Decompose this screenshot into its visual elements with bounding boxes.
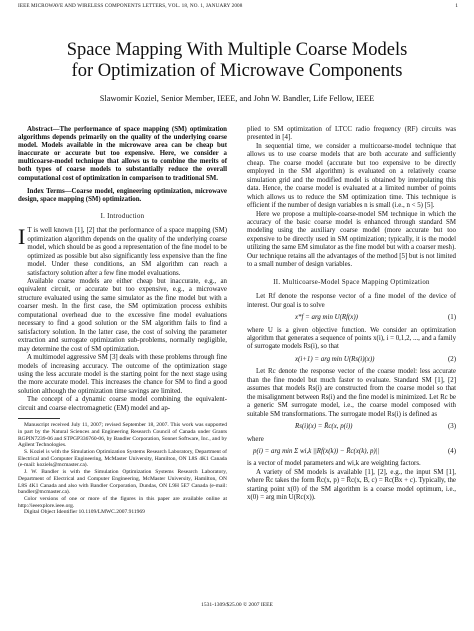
equation-1 [247,314,456,322]
equation-3 [247,423,456,431]
footnote-divider [18,418,60,419]
equation-4 [247,448,456,456]
equation-1-body: x*f = arg min U(Rf(x)) [295,314,358,322]
intro-paragraph-1 [18,224,227,278]
right-paragraph-1: plied to SM optimization of LTCC radio frequency (RF) circuits was presented in [4]. [247,126,456,142]
footnote-koziel: S. Koziel is with the Simulation Optimization Systems Research Laboratory, Department of Electrical and Computer Engineering, McMaster University, Hamilton, ON L8S 4K1 Canada (e-mail: koziels@mcmaster.ca). [18,449,227,469]
intro-paragraph-2: Available coarse models are either cheap but inaccurate, e.g., an equivalent circuit, or accurate but too expensive, e.g., a microwave structure evaluated using the same simulator as the fine model but with a coarser mesh. In the first case, the SM optimization process exhibits computational overhead due to the excessive fine model evaluations necessary to find a good solution or the SM algorithm fails to find a satisfactory solution. In the latter case, the cost of solving the parameter extraction and surrogate optimization sub-problems, normally negligible, may determine the cost of SM optimization. [18,278,227,353]
equation-4-body: p(i) = arg min Σ wi,k ||Rf(x(k)) − R̄c(x(k), p)|| [253,447,380,455]
footnotes [18,422,227,516]
title-line-2: for Optimization of Microwave Components [71,61,403,81]
right-paragraph-5: where U is a given objective function. We consider an optimization algorithm that generates a sequence of points x(i), i = 0,1,2, ..., and a family of surrogate models Rs(i), so that [247,326,457,351]
right-paragraph-2: In sequential time, we consider a multicoarse-model technique that allows us to use coarse models that are both accurate and sufficiently cheap. The coarse model (accurate but too expensive to be directly employed in the SM algorithm) is evaluated on a relatively coarse simulation grid and the modified model is obtained by interpolating this data. Hence, the coarse model is evaluated at a limited number of points which allows us to reduce the SM optimization time. This technique is efficient if the number of design variables n is small (i.e., n < 5) [5]. [247,142,456,210]
footnote-color: Color versions of one or more of the figures in this paper are available online at http://ieeexplore.ieee.org. [18,496,227,509]
abstract: Abstract—The performance of space mapping (SM) optimization algorithms depends primarily on the quality of the underlying coarse model. Models available in the microwave area can be cheap but inaccurate or accurate but too expensive. Here, we consider a multicoarse-model technique that allows us to combine the merits of both types of coarse models to substantially reduce the overall computational cost of optimization in comparison to traditional SM. [18,126,227,182]
left-column [18,126,227,516]
footnote-manuscript: Manuscript received July 11, 2007; revised September 18, 2007. This work was supported in part by the Natural Sciences and Engineering Research Council of Canada under Grants RGPIN7239-06 and STPGP336760-06, by Bandler Corporation, Sonnet Software, Inc., and by Agilent Technologies. [18,422,227,449]
intro-paragraph-4: The concept of a dynamic coarse model combining the equivalent-circuit and coarse electromagnetic (EM) model and ap- [18,396,227,412]
equation-1-number: (1) [447,314,456,322]
equation-4-number: (4) [447,447,456,455]
right-paragraph-4: Let Rf denote the response vector of a fine model of the device of interest. Our goal is to solve [247,293,456,309]
copyright-footer: 1531-1309/$25.00 © 2007 IEEE [201,602,273,608]
equation-3-body: Rs(i)(x) = R̄c(x, p(i)) [295,423,353,431]
right-paragraph-6: Let Rc denote the response vector of the coarse model: less accurate than the fine model but much faster to evaluate. Standard SM [1], [2] assumes that models Rs(i) are constructed from the coarse model so that the misalignment between Rs(i) and the fine model is minimized. Let Rc be a generic SM surrogate model, i.e., the coarse model composed with suitable SM transformations. The surrogate model Rs(i) is defined as [247,368,456,418]
section-heading-multicoarse: II. Multicoarse-Model Space Mapping Optimization [273,278,430,286]
footnote-doi: Digital Object Identifier 10.1109/LMWC.2007.911969 [24,509,145,516]
drop-cap: I [18,224,26,250]
section-heading-introduction: I. Introduction [100,212,145,220]
right-paragraph-3: Here we propose a multiple-coarse-model SM technique in which the accuracy of the basic coarse model is enhanced through standard SM modeling using the auxiliary coarse model (more accurate but too expensive to be directly used in SM optimization; typically, it is the model utilizing the same EM simulator as the fine model but with a coarser mesh). Our technique retains all the advantages of the method [5] but is not limited to a small number of design variables. [247,210,456,269]
right-paragraph-7: is a vector of model parameters and wi,k are weighting factors. [247,460,421,468]
title-line-1: Space Mapping With Multiple Coarse Models [66,40,408,60]
equation-2 [247,356,456,364]
equation-2-body: x(i+1) = arg min U(Rs(i)(x)) [295,355,375,363]
intro-paragraph-3: A multimodel aggressive SM [3] deals with these problems through fine models of increasing accuracy. The outcome of the optimization stage using the less accurate model is the starting point for the next stage using the more accurate model. This increases the chance for SM to find a good solution although the optimization time savings are limited. [18,354,227,395]
page-number: 1 [455,3,458,9]
equation-2-number: (2) [447,355,456,363]
right-column [247,126,456,503]
index-terms: Index Terms—Coarse model, engineering optimization, microwave design, space mapping (SM) optimization. [18,187,227,203]
equation-3-number: (3) [447,423,456,431]
author-line: Slawomir Koziel, Senior Member, IEEE, and John W. Bandler, Life Fellow, IEEE [99,94,375,103]
footnote-bandler: J. W. Bandler is with the Simulation Optimization Systems Research Laboratory, Department of Electrical and Computer Engineering, McMaster University, Hamilton, ON L8S 4K1 Canada and also with Bandler Corporation, Dundas, ON L9H 5E7 Canada (e-mail: bandler@mcmaster.ca). [18,469,227,496]
where-label: where [247,435,264,443]
right-paragraph-8: A variety of SM models is available [1], [2], e.g., the input SM [1], where R̄c takes the form R̄c(x, p) = R̄c(x, B, c) = Rc(Bx + c). Typically, the starting point x(0) of the SM algorithm is a coarse model optimum, i.e., x(0) = arg min U(Rc(x)). [247,468,456,502]
running-header: IEEE MICROWAVE AND WIRELESS COMPONENTS LETTERS, VOL. 18, NO. 1, JANUARY 2008 [18,3,243,9]
paper-title [0,40,474,82]
intro-text-1: T is well known [1], [2] that the performance of a space mapping (SM) optimization algorithm depends on the quality of the underlying coarse model, which should be as good a representation of the fine model to be optimized as possible but also significantly less expensive than the fine model. Under these conditions, an SM algorithm can reach a satisfactory solution after a few fine model evaluations. [27,227,227,277]
